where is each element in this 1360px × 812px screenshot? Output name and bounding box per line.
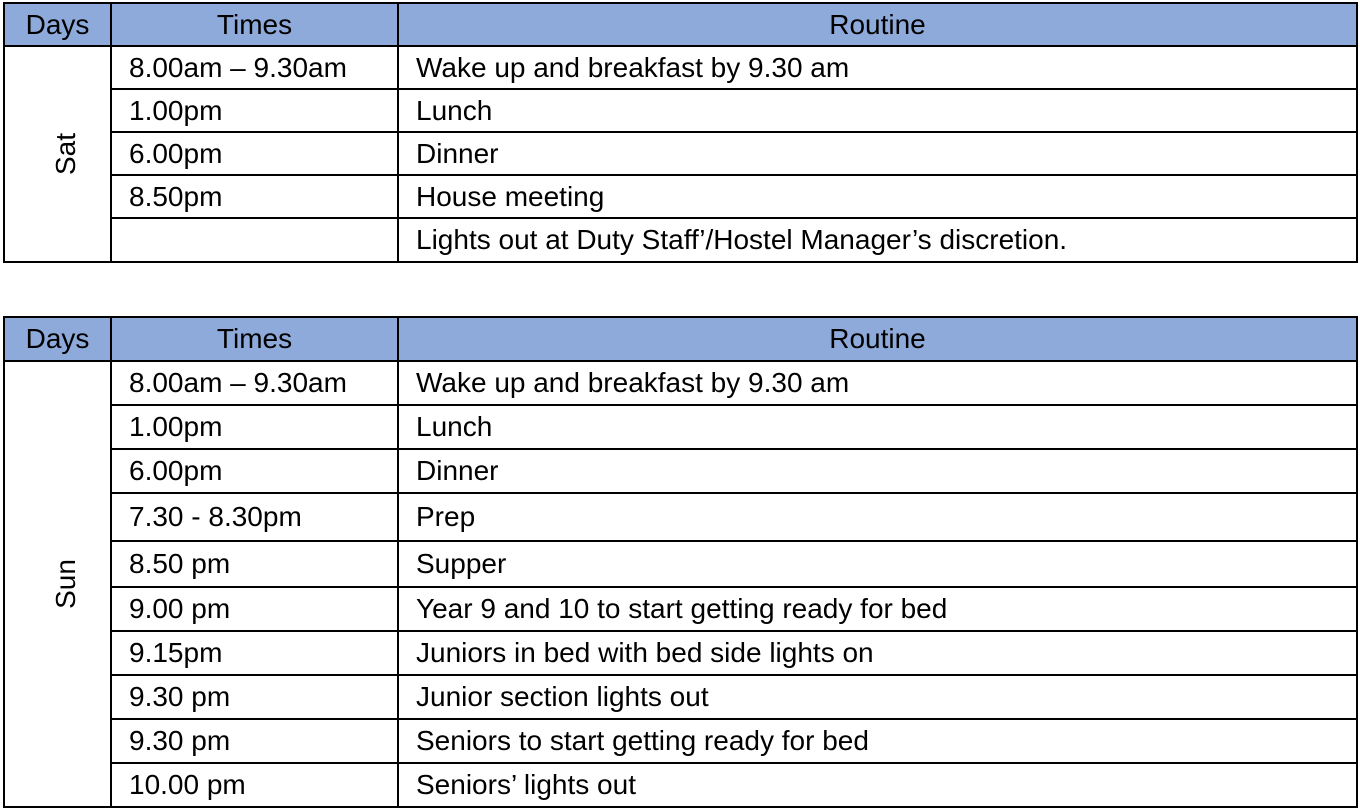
- routine-cell: Lunch: [398, 89, 1357, 132]
- table-row: [4, 132, 1357, 175]
- sunday-schedule-table: [3, 316, 1358, 808]
- header-row: [4, 3, 1357, 46]
- routine-header: Routine: [398, 3, 1357, 46]
- days-header: Days: [4, 3, 111, 46]
- table-row: [4, 46, 1357, 89]
- time-cell: 8.50 pm: [111, 541, 398, 587]
- routine-cell: Wake up and breakfast by 9.30 am: [398, 361, 1357, 405]
- days-header: Days: [4, 317, 111, 361]
- routine-cell: Lights out at Duty Staff’/Hostel Manager’s discretion.: [398, 218, 1357, 262]
- table-row: [4, 175, 1357, 218]
- day-label: Sun: [49, 559, 81, 609]
- time-cell: 7.30 - 8.30pm: [111, 493, 398, 541]
- table-row: [4, 89, 1357, 132]
- routine-cell: Year 9 and 10 to start getting ready for bed: [398, 587, 1357, 631]
- table-row: [4, 361, 1357, 405]
- routine-cell: Prep: [398, 493, 1357, 541]
- table-row: [4, 631, 1357, 675]
- routine-header: Routine: [398, 317, 1357, 361]
- header-row: [4, 317, 1357, 361]
- routine-cell: Junior section lights out: [398, 675, 1357, 719]
- routine-cell: Dinner: [398, 449, 1357, 493]
- time-cell: 9.30 pm: [111, 675, 398, 719]
- routine-cell: Juniors in bed with bed side lights on: [398, 631, 1357, 675]
- time-cell: 9.00 pm: [111, 587, 398, 631]
- time-cell: 9.15pm: [111, 631, 398, 675]
- day-cell: [4, 361, 111, 807]
- time-cell: 9.30 pm: [111, 719, 398, 763]
- time-cell: 8.00am – 9.30am: [111, 46, 398, 89]
- time-cell: 6.00pm: [111, 449, 398, 493]
- routine-cell: Lunch: [398, 405, 1357, 449]
- routine-cell: Supper: [398, 541, 1357, 587]
- table-row: [4, 763, 1357, 807]
- day-cell: [4, 46, 111, 262]
- times-header: Times: [111, 317, 398, 361]
- table-row: [4, 449, 1357, 493]
- time-cell: [111, 218, 398, 262]
- table-row: [4, 218, 1357, 262]
- table-row: [4, 405, 1357, 449]
- routine-cell: Seniors’ lights out: [398, 763, 1357, 807]
- day-label: Sat: [50, 132, 81, 176]
- times-header: Times: [111, 3, 398, 46]
- routine-cell: Seniors to start getting ready for bed: [398, 719, 1357, 763]
- saturday-schedule-table: [3, 2, 1358, 263]
- routine-cell: House meeting: [398, 175, 1357, 218]
- table-row: [4, 541, 1357, 587]
- table-row: [4, 719, 1357, 763]
- table-row: [4, 587, 1357, 631]
- time-cell: 1.00pm: [111, 89, 398, 132]
- time-cell: 6.00pm: [111, 132, 398, 175]
- time-cell: 1.00pm: [111, 405, 398, 449]
- table-row: [4, 493, 1357, 541]
- time-cell: 8.00am – 9.30am: [111, 361, 398, 405]
- time-cell: 10.00 pm: [111, 763, 398, 807]
- time-cell: 8.50pm: [111, 175, 398, 218]
- routine-cell: Dinner: [398, 132, 1357, 175]
- table-row: [4, 675, 1357, 719]
- routine-cell: Wake up and breakfast by 9.30 am: [398, 46, 1357, 89]
